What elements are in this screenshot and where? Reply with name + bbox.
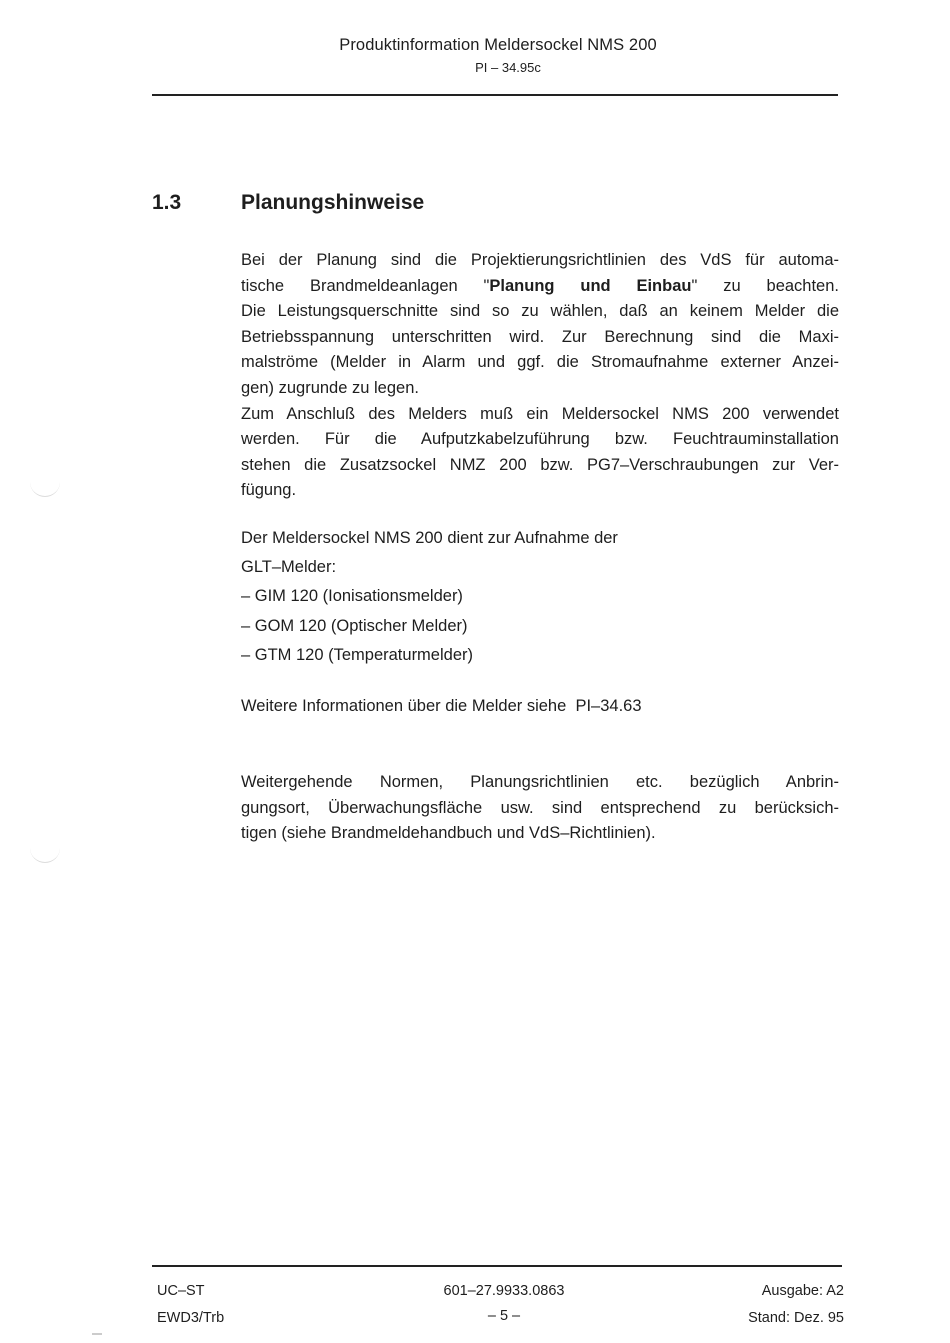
- section-number: 1.3: [152, 191, 182, 214]
- footer-edition: Ausgabe: A2: [761, 1283, 844, 1299]
- header-doc-id: PI – 34.95c: [475, 60, 541, 75]
- list-item: – GOM 120 (Optischer Melder): [241, 616, 468, 635]
- list-item: – GIM 120 (Ionisationsmelder): [241, 587, 463, 606]
- text-line: Zum Anschluß des Melders muß ein Meldersockel NMS 200 verwendet: [241, 404, 839, 423]
- footer-date: Stand: Dez. 95: [748, 1310, 844, 1326]
- footer-doc-number: 601–27.9933.0863: [443, 1283, 565, 1299]
- text-line: Bei der Planung sind die Projektierungsrichtlinien des VdS für automa-: [241, 251, 839, 269]
- text-line: fügung.: [241, 481, 297, 500]
- text-line: Die Leistungsquerschnitte sind so zu wählen, daß an keinem Melder die: [241, 302, 839, 321]
- list-item: – GTM 120 (Temperaturmelder): [241, 645, 473, 664]
- text-line: Weitergehende Normen, Planungsrichtlinien etc. bezüglich Anbrin-: [241, 773, 839, 791]
- page-number: – 5 –: [487, 1308, 521, 1324]
- text-span: tische Brandmeldeanlagen ": [241, 276, 490, 295]
- footer-divider: [152, 1265, 842, 1267]
- footer-department: UC–ST: [157, 1283, 205, 1299]
- header-divider: [152, 94, 838, 96]
- text-line: gen) zugrunde zu legen.: [241, 378, 419, 397]
- list-intro: Der Meldersockel NMS 200 dient zur Aufnahme der: [241, 529, 618, 547]
- text-line: stehen die Zusatzsockel NMZ 200 bzw. PG7–Verschraubungen zur Ver-: [241, 455, 839, 474]
- text-span: " zu beachten.: [691, 276, 839, 295]
- punch-hole-mark: [30, 848, 60, 863]
- text-line: [241, 274, 839, 300]
- text-line: werden. Für die Aufputzkabelzuführung bzw. Feuchtrauminstallation: [241, 430, 839, 449]
- list-intro: GLT–Melder:: [241, 558, 337, 577]
- standards-paragraph: [241, 770, 839, 847]
- info-reference: Weitere Informationen über die Melder siehe PI–34.63: [241, 697, 642, 715]
- section-title: Planungshinweise: [241, 191, 425, 214]
- text-line: tigen (siehe Brandmeldehandbuch und VdS–Richtlinien).: [241, 824, 656, 843]
- scan-artifact: [92, 1333, 102, 1335]
- detector-list-block: [241, 524, 839, 670]
- text-line: gungsort, Überwachungsfläche usw. sind entsprechend zu berücksich-: [241, 798, 839, 817]
- text-line: Betriebsspannung unterschritten wird. Zur Berechnung sind die Maxi-: [241, 327, 839, 346]
- header-title: Produktinformation Meldersockel NMS 200: [339, 36, 657, 54]
- footer-author: EWD3/Trb: [157, 1310, 225, 1326]
- planning-paragraph: [241, 248, 839, 504]
- punch-hole-mark: [30, 482, 60, 497]
- text-line: malströme (Melder in Alarm und ggf. die Stromaufnahme externer Anzei-: [241, 353, 839, 372]
- bold-reference: Planung und Einbau: [489, 276, 692, 295]
